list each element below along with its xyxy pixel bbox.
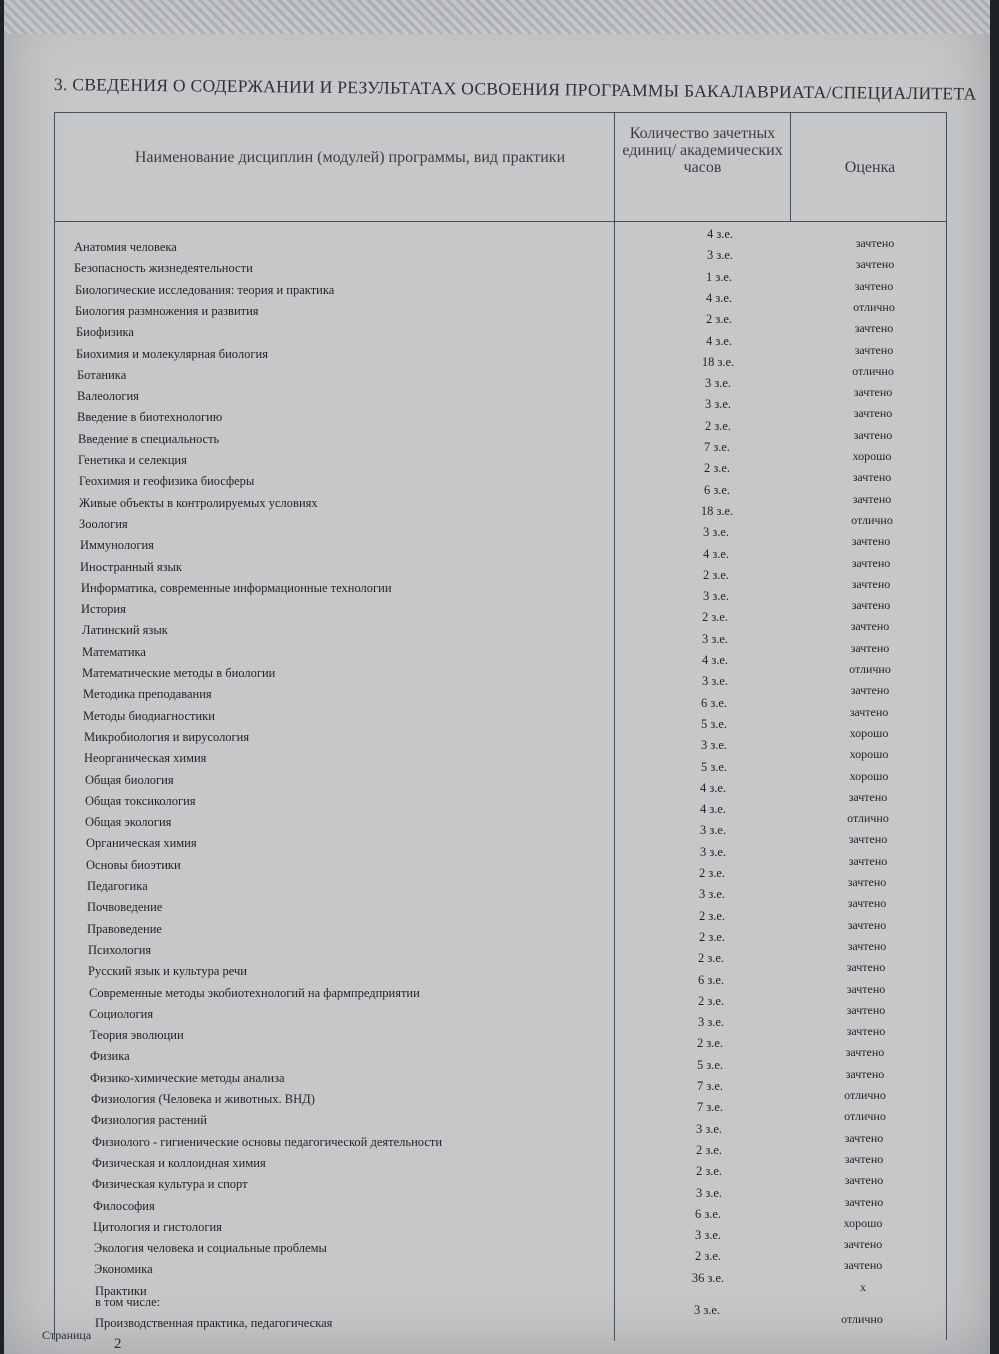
- table-row: [55, 525, 946, 553]
- cell-grade: зачтено: [844, 1173, 884, 1188]
- cell-name: Цитология и гистология: [93, 1219, 222, 1234]
- cell-grade: отлично: [851, 512, 893, 527]
- cell-units: 2 з.е.: [698, 866, 726, 880]
- cell-grade: хорошо: [852, 449, 892, 463]
- cell-name: Почвоведение: [87, 900, 163, 915]
- table-row: [55, 269, 946, 297]
- table-row: [55, 1164, 946, 1192]
- cell-units: 4 з.е.: [699, 780, 727, 795]
- cell-units: 6 з.е.: [694, 1206, 722, 1221]
- table-row: [55, 503, 946, 531]
- table-row: [55, 290, 946, 318]
- cell-grade: зачтено: [853, 385, 893, 400]
- table-row: [55, 1142, 946, 1170]
- table-row: [55, 929, 946, 957]
- table-row: [55, 333, 946, 361]
- cell-name: Методика преподавания: [83, 687, 212, 702]
- cell-units: 6 з.е.: [697, 972, 725, 987]
- cell-grade: зачтено: [853, 427, 893, 442]
- cell-grade: зачтено: [854, 278, 894, 293]
- cell-units: 4 з.е.: [699, 802, 727, 817]
- cell-units: 2 з.е.: [701, 610, 729, 625]
- cell-name: Производственная практика, педагогическая: [95, 1315, 333, 1330]
- cell-units: 3 з.е.: [698, 887, 726, 902]
- cell-units: 18 з.е.: [700, 503, 734, 518]
- cell-grade: зачтено: [843, 1237, 883, 1252]
- cell-units: 7 з.е.: [696, 1100, 724, 1115]
- cell-grade: отлично: [853, 299, 895, 314]
- cell-units: 3 з.е.: [706, 248, 734, 263]
- cell-name: Физическая культура и спорт: [92, 1177, 248, 1192]
- table-row: [55, 1185, 946, 1213]
- cell-units: 4 з.е.: [701, 653, 729, 667]
- table-row: [55, 716, 946, 744]
- cell-grade: зачтено: [849, 704, 889, 719]
- column-divider-2: [790, 113, 791, 221]
- cell-grade: зачтено: [850, 683, 890, 698]
- cell-grade: зачтено: [854, 321, 894, 336]
- table-row: [55, 461, 946, 489]
- cell-name: Живые объекты в контролируемых условиях: [79, 495, 318, 510]
- cell-grade: зачтено: [847, 875, 887, 889]
- cell-units: 3 з.е.: [697, 1015, 725, 1030]
- cell-units: 2 з.е.: [702, 567, 730, 582]
- cell-units: 2 з.е.: [705, 312, 733, 327]
- cell-units: 4 з.е.: [705, 290, 733, 305]
- cell-name: Иностранный язык: [80, 559, 182, 574]
- cell-units: 3 з.е.: [700, 738, 728, 753]
- cell-name: Физико-химические методы анализа: [90, 1070, 285, 1085]
- cell-name: Русский язык и культура речи: [88, 964, 247, 979]
- cell-grade: зачтено: [846, 981, 886, 996]
- cell-units: 5 з.е.: [696, 1057, 724, 1072]
- cell-grade: зачтено: [851, 598, 891, 613]
- cell-grade: зачтено: [852, 491, 892, 506]
- cell-name: Теория эволюции: [90, 1028, 184, 1043]
- cell-name: Латинский язык: [82, 623, 168, 638]
- cell-grade: хорошо: [849, 768, 889, 783]
- table-row: [55, 546, 946, 574]
- cell-units: 3 з.е.: [704, 397, 732, 412]
- cell-name: Анатомия человека: [74, 240, 177, 254]
- table-row: [55, 610, 946, 638]
- cell-name: История: [81, 602, 126, 617]
- header-units: Количество зачетных единиц/ академических часов: [622, 125, 783, 176]
- cell-name: Математические методы в биологии: [82, 666, 276, 680]
- header-name: Наименование дисциплин (модулей) программы, вид практики: [134, 149, 566, 166]
- cell-grade: зачтено: [846, 1002, 886, 1017]
- cell-grade: зачтено: [848, 789, 888, 804]
- cell-name: Физиология (Человека и животных. ВНД): [91, 1092, 315, 1106]
- table-row: [55, 1206, 946, 1234]
- cell-grade: зачтено: [844, 1151, 884, 1166]
- cell-units: 3 з.е.: [695, 1121, 723, 1136]
- cell-name: Биофизика: [76, 325, 134, 340]
- table-row: [55, 780, 946, 808]
- cell-grade: зачтено: [848, 853, 888, 868]
- cell-name: Современные методы экобиотехнологий на фармпредприятии: [89, 985, 420, 1000]
- cell-grade: отлично: [844, 1088, 886, 1102]
- cell-grade: хорошо: [849, 725, 889, 740]
- table-row: [55, 1057, 946, 1085]
- cell-name: Ботаника: [77, 367, 127, 382]
- cell-name: Введение в специальность: [78, 431, 220, 446]
- cell-units: 2 з.е.: [697, 951, 725, 966]
- table-row: [55, 418, 946, 446]
- cell-units: 2 з.е.: [694, 1249, 722, 1264]
- cell-units: 2 з.е.: [703, 461, 731, 476]
- cell-name: Биохимия и молекулярная биология: [76, 346, 268, 361]
- cell-units: 4 з.е.: [705, 333, 733, 348]
- cell-grade: зачтено: [845, 1066, 885, 1081]
- cell-grade: отлично: [852, 363, 894, 378]
- cell-units: 5 з.е.: [700, 716, 728, 731]
- cell-name: Физика: [90, 1049, 130, 1064]
- table-row: [55, 1036, 946, 1064]
- cell-name: Физиолого - гигиенические основы педагогической деятельности: [92, 1134, 443, 1149]
- cell-name: Неорганическая химия: [84, 751, 207, 766]
- cell-grade: отлично: [849, 662, 891, 676]
- cell-grade: отлично: [844, 1109, 886, 1124]
- diploma-page: [4, 0, 990, 1354]
- table-row: [55, 802, 946, 830]
- cell-units: 2 з.е.: [695, 1142, 723, 1157]
- cell-name: Основы биоэтики: [86, 857, 181, 872]
- decorative-border: [4, 0, 990, 34]
- cell-name: Зоология: [79, 516, 128, 531]
- cell-name: Общая экология: [85, 815, 172, 830]
- table-row: [55, 887, 946, 915]
- cell-units: 7 з.е.: [703, 440, 731, 454]
- cell-name: Общая токсикология: [85, 793, 196, 808]
- table-row: [55, 248, 946, 276]
- table-row: [55, 376, 946, 404]
- cell-grade: зачтено: [847, 938, 887, 953]
- cell-name: в том числе:: [95, 1294, 161, 1309]
- cell-units: 3 з.е.: [701, 631, 729, 646]
- table-row: [55, 354, 946, 382]
- cell-grade: зачтено: [847, 896, 887, 911]
- table-row: [55, 1015, 946, 1043]
- cell-grade: зачтено: [848, 832, 888, 847]
- cell-name: Физиология растений: [91, 1113, 207, 1128]
- cell-grade: зачтено: [852, 470, 892, 485]
- cell-units: 2 з.е.: [696, 1036, 724, 1051]
- table-row: [55, 589, 946, 617]
- table-row: [55, 1121, 946, 1149]
- cell-units: 2 з.е.: [697, 993, 725, 1008]
- cell-units: 4 з.е.: [706, 227, 734, 241]
- table-row: [55, 1302, 946, 1330]
- table-row: [55, 482, 946, 510]
- cell-units: 7 з.е.: [696, 1079, 724, 1093]
- table-row: [55, 866, 946, 893]
- cell-name: Методы биодиагностики: [83, 708, 215, 723]
- table-row: [55, 1079, 946, 1106]
- cell-name: Введение в биотехнологию: [77, 410, 223, 425]
- table-row: [55, 759, 946, 787]
- cell-units: 3 з.е.: [704, 376, 732, 391]
- cell-name: Экономика: [94, 1262, 153, 1277]
- cell-name: Органическая химия: [86, 836, 197, 851]
- cell-units: 3 з.е.: [702, 525, 730, 540]
- cell-units: 3 з.е.: [699, 823, 727, 838]
- table-row: [55, 1100, 946, 1128]
- cell-units: 2 з.е.: [695, 1164, 723, 1179]
- cell-grade: зачтено: [851, 534, 891, 549]
- cell-grade: зачтено: [844, 1194, 884, 1209]
- cell-units: 3 з.е.: [699, 844, 727, 859]
- cell-grade: зачтено: [850, 619, 890, 634]
- cell-name: Микробиология и вирусология: [84, 729, 250, 744]
- cell-units: 5 з.е.: [700, 759, 728, 774]
- table-row: [55, 993, 946, 1021]
- cell-units: 2 з.е.: [698, 908, 726, 923]
- cell-grade: зачтено: [846, 960, 886, 975]
- table-row: [55, 397, 946, 425]
- cell-grade: зачтено: [851, 576, 891, 591]
- cell-name: Математика: [82, 644, 146, 659]
- cell-name: Общая биология: [85, 772, 174, 787]
- table-row: [55, 674, 946, 702]
- cell-name: Биологические исследования: теория и практика: [75, 282, 335, 297]
- table-row: [55, 1249, 946, 1277]
- cell-grade: зачтено: [846, 1024, 886, 1039]
- cell-name: Практики: [95, 1283, 147, 1298]
- cell-grade: зачтено: [855, 236, 895, 250]
- cell-name: Правоведение: [87, 921, 162, 936]
- cell-grade: х: [860, 1279, 866, 1294]
- page-number: 2: [114, 1336, 122, 1352]
- cell-units: 3 з.е.: [695, 1185, 723, 1200]
- cell-name: Валеология: [77, 389, 139, 404]
- cell-name: Физическая и коллоидная химия: [92, 1155, 266, 1170]
- cell-grade: отлично: [847, 811, 889, 826]
- table-row: [55, 312, 946, 340]
- cell-name: Психология: [88, 942, 152, 957]
- table-row: [55, 227, 946, 254]
- table-row: [55, 631, 946, 659]
- cell-name: Информатика, современные информационные технологии: [81, 580, 392, 595]
- cell-grade: хорошо: [843, 1215, 883, 1230]
- table-row: [55, 653, 946, 680]
- table-row: [55, 844, 946, 872]
- cell-grade: зачтено: [854, 342, 894, 357]
- cell-grade: зачтено: [851, 555, 891, 570]
- cell-name: Социология: [89, 1006, 154, 1021]
- table-row: [55, 1288, 946, 1309]
- cell-units: 18 з.е.: [701, 354, 735, 369]
- table-row: [55, 567, 946, 595]
- cell-units: 2 з.е.: [704, 418, 732, 433]
- header-grade: Оценка: [844, 159, 896, 176]
- cell-units: 6 з.е.: [703, 482, 731, 497]
- table-row: [55, 951, 946, 979]
- table-row: [55, 908, 946, 936]
- cell-grade: зачтено: [844, 1130, 884, 1145]
- cell-grade: зачтено: [845, 1045, 885, 1060]
- cell-grade: отлично: [841, 1311, 883, 1326]
- table-row: [55, 440, 946, 467]
- grades-table: [54, 112, 947, 1340]
- cell-grade: зачтено: [853, 406, 893, 421]
- table-row: [55, 823, 946, 851]
- table-row: [55, 738, 946, 766]
- page-label: Страница: [42, 1328, 92, 1342]
- table-row: [55, 695, 946, 723]
- cell-grade: хорошо: [849, 747, 889, 762]
- cell-grade: зачтено: [847, 917, 887, 932]
- cell-units: 3 з.е.: [694, 1228, 722, 1243]
- cell-grade: зачтено: [843, 1258, 883, 1273]
- section-title: 3. СВЕДЕНИЯ О СОДЕРЖАНИИ И РЕЗУЛЬТАТАХ ОСВОЕНИЯ ПРОГРАММЫ БАКАЛАВРИАТА/СПЕЦИАЛИТЕТА: [53, 74, 977, 104]
- cell-grade: зачтено: [850, 640, 890, 655]
- cell-units: 2 з.е.: [698, 929, 726, 944]
- cell-name: Биология размножения и развития: [75, 303, 259, 318]
- cell-name: Геохимия и геофизика биосферы: [79, 474, 255, 489]
- cell-units: 3 з.е.: [701, 674, 729, 689]
- table-row: [55, 1228, 946, 1256]
- cell-name: Безопасность жизнедеятельности: [74, 261, 253, 276]
- cell-units: 36 з.е.: [691, 1270, 725, 1285]
- header-divider: [55, 221, 946, 222]
- cell-name: Педагогика: [87, 879, 148, 893]
- cell-name: Философия: [93, 1198, 155, 1213]
- cell-units: 3 з.е.: [702, 589, 730, 604]
- cell-name: Иммунология: [80, 538, 154, 553]
- cell-units: 1 з.е.: [705, 269, 733, 284]
- cell-name: Генетика и селекция: [78, 453, 187, 467]
- cell-grade: зачтено: [855, 257, 895, 272]
- cell-name: Экология человека и социальные проблемы: [94, 1241, 327, 1256]
- table-row: [55, 972, 946, 1000]
- cell-units: 4 з.е.: [702, 546, 730, 561]
- cell-units: 3 з.е.: [693, 1302, 721, 1317]
- cell-units: 6 з.е.: [700, 695, 728, 710]
